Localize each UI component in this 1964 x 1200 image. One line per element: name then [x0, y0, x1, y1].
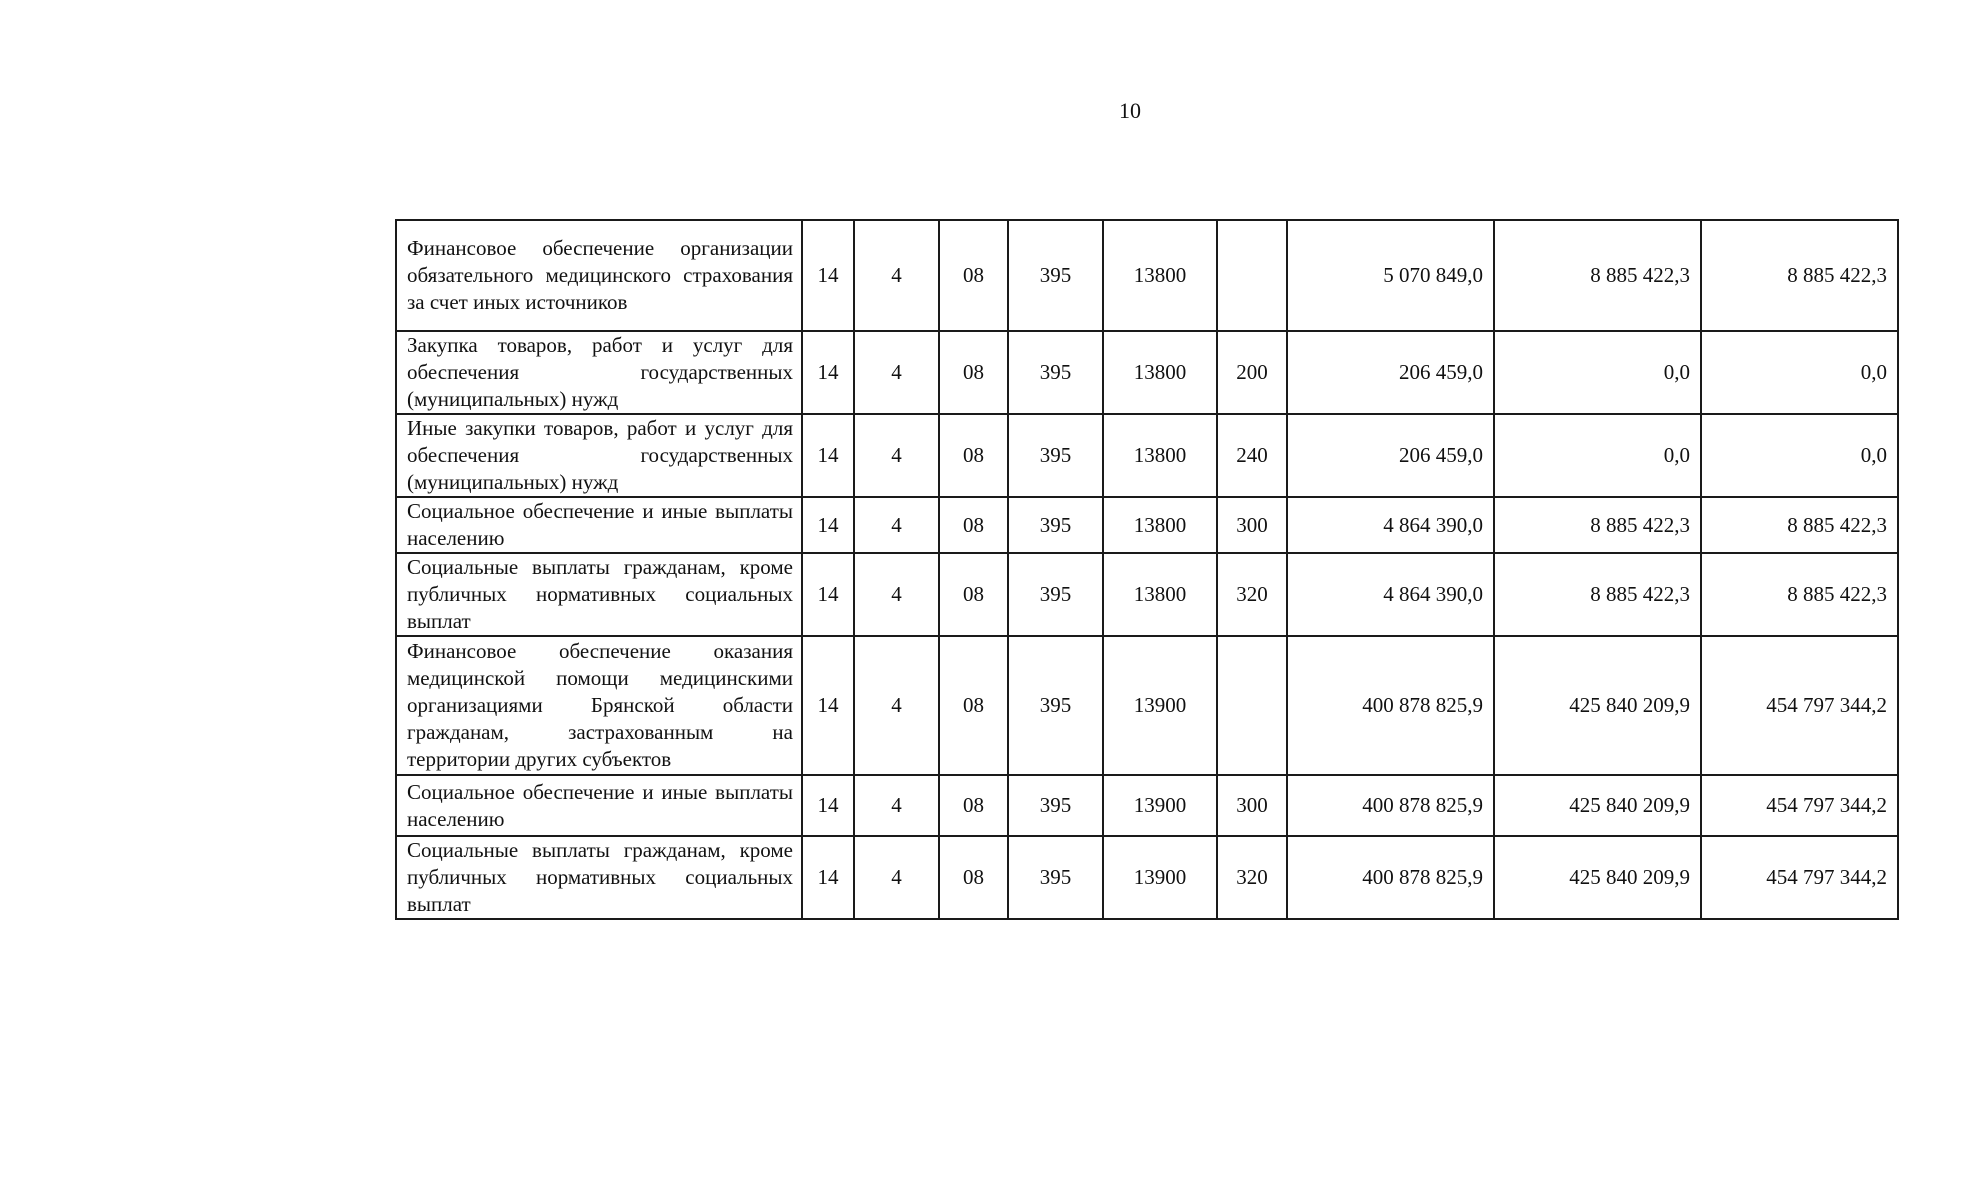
table-row — [396, 220, 1898, 331]
amount-cell: 8 885 422,3 — [1494, 220, 1701, 331]
amount-cell: 206 459,0 — [1287, 331, 1494, 414]
amount-cell: 8 885 422,3 — [1494, 553, 1701, 636]
code-cell: 14 — [802, 497, 854, 553]
code-cell — [1217, 220, 1287, 331]
amount-cell: 425 840 209,9 — [1494, 836, 1701, 919]
code-cell: 395 — [1008, 553, 1103, 636]
page-number: 10 — [1119, 98, 1141, 123]
amount-cell: 425 840 209,9 — [1494, 636, 1701, 775]
amount-cell: 4 864 390,0 — [1287, 497, 1494, 553]
code-cell: 320 — [1217, 553, 1287, 636]
code-cell: 4 — [854, 497, 939, 553]
code-cell: 4 — [854, 636, 939, 775]
row-name-cell: Социальное обеспечение и иные выплаты населению — [396, 775, 802, 836]
code-cell: 395 — [1008, 836, 1103, 919]
amount-cell: 400 878 825,9 — [1287, 836, 1494, 919]
code-cell: 395 — [1008, 775, 1103, 836]
row-name-cell: Социальное обеспечение и иные выплаты населению — [396, 497, 802, 553]
code-cell: 14 — [802, 836, 854, 919]
code-cell: 13900 — [1103, 836, 1217, 919]
code-cell: 14 — [802, 331, 854, 414]
table-row — [396, 331, 1898, 414]
code-cell: 14 — [802, 553, 854, 636]
code-cell: 13800 — [1103, 497, 1217, 553]
code-cell: 4 — [854, 331, 939, 414]
code-cell: 08 — [939, 220, 1008, 331]
amount-cell: 8 885 422,3 — [1701, 497, 1898, 553]
code-cell: 13800 — [1103, 553, 1217, 636]
table-row — [396, 836, 1898, 919]
code-cell: 08 — [939, 497, 1008, 553]
code-cell: 08 — [939, 836, 1008, 919]
row-name-cell: Социальные выплаты гражданам, кроме публичных нормативных социальных выплат — [396, 836, 802, 919]
code-cell: 395 — [1008, 497, 1103, 553]
code-cell: 08 — [939, 553, 1008, 636]
code-cell: 4 — [854, 775, 939, 836]
amount-cell: 8 885 422,3 — [1701, 220, 1898, 331]
amount-cell: 454 797 344,2 — [1701, 775, 1898, 836]
amount-cell: 400 878 825,9 — [1287, 775, 1494, 836]
amount-cell: 0,0 — [1701, 414, 1898, 497]
code-cell: 4 — [854, 414, 939, 497]
code-cell: 395 — [1008, 636, 1103, 775]
code-cell: 300 — [1217, 497, 1287, 553]
code-cell — [1217, 636, 1287, 775]
code-cell: 08 — [939, 775, 1008, 836]
code-cell: 14 — [802, 220, 854, 331]
row-name-cell: Финансовое обеспечение организации обязательного медицинского страхования за счет иных источников — [396, 220, 802, 331]
code-cell: 300 — [1217, 775, 1287, 836]
code-cell: 14 — [802, 636, 854, 775]
amount-cell: 0,0 — [1701, 331, 1898, 414]
code-cell: 14 — [802, 414, 854, 497]
amount-cell: 425 840 209,9 — [1494, 775, 1701, 836]
table-row — [396, 414, 1898, 497]
code-cell: 13900 — [1103, 775, 1217, 836]
code-cell: 200 — [1217, 331, 1287, 414]
row-name-cell: Иные закупки товаров, работ и услуг для обеспечения государственных (муниципальных) нужд — [396, 414, 802, 497]
amount-cell: 0,0 — [1494, 414, 1701, 497]
amount-cell: 0,0 — [1494, 331, 1701, 414]
amount-cell: 454 797 344,2 — [1701, 836, 1898, 919]
code-cell: 13900 — [1103, 636, 1217, 775]
table-row — [396, 497, 1898, 553]
code-cell: 4 — [854, 836, 939, 919]
code-cell: 08 — [939, 636, 1008, 775]
code-cell: 4 — [854, 553, 939, 636]
code-cell: 08 — [939, 331, 1008, 414]
code-cell: 395 — [1008, 414, 1103, 497]
amount-cell: 206 459,0 — [1287, 414, 1494, 497]
amount-cell: 8 885 422,3 — [1701, 553, 1898, 636]
table-row — [396, 775, 1898, 836]
code-cell: 08 — [939, 414, 1008, 497]
row-name-cell: Финансовое обеспечение оказания медицинской помощи медицинскими организациями Брянской области гражданам, застрахованным на территории других субъектов — [396, 636, 802, 775]
code-cell: 240 — [1217, 414, 1287, 497]
code-cell: 395 — [1008, 220, 1103, 331]
amount-cell: 400 878 825,9 — [1287, 636, 1494, 775]
table-row — [396, 553, 1898, 636]
amount-cell: 4 864 390,0 — [1287, 553, 1494, 636]
code-cell: 320 — [1217, 836, 1287, 919]
code-cell: 14 — [802, 775, 854, 836]
row-name-cell: Закупка товаров, работ и услуг для обеспечения государственных (муниципальных) нужд — [396, 331, 802, 414]
code-cell: 4 — [854, 220, 939, 331]
code-cell: 13800 — [1103, 331, 1217, 414]
amount-cell: 454 797 344,2 — [1701, 636, 1898, 775]
budget-table — [395, 219, 1899, 920]
table-row — [396, 636, 1898, 775]
amount-cell: 5 070 849,0 — [1287, 220, 1494, 331]
amount-cell: 8 885 422,3 — [1494, 497, 1701, 553]
row-name-cell: Социальные выплаты гражданам, кроме публичных нормативных социальных выплат — [396, 553, 802, 636]
code-cell: 13800 — [1103, 220, 1217, 331]
code-cell: 13800 — [1103, 414, 1217, 497]
code-cell: 395 — [1008, 331, 1103, 414]
